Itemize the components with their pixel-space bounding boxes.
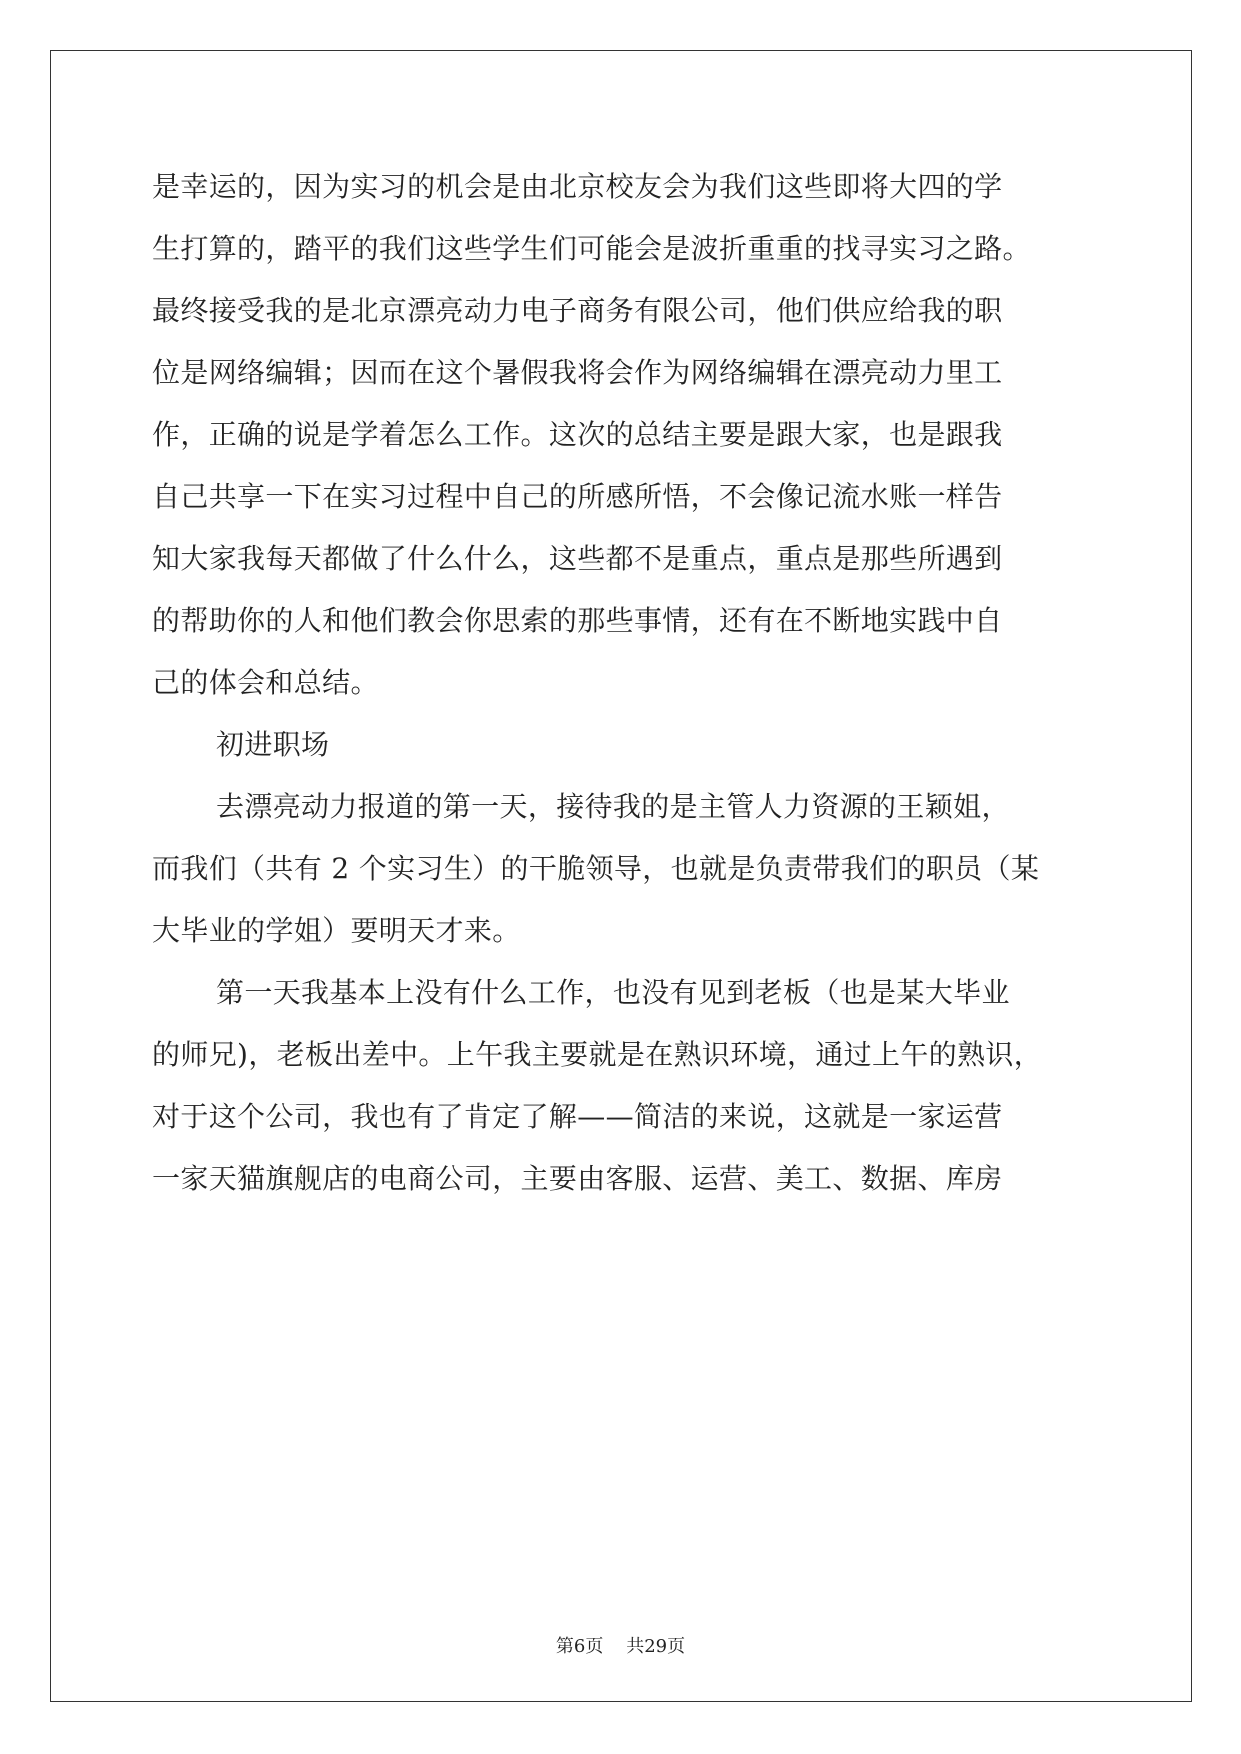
- text-line: 己的体会和总结。: [152, 666, 379, 699]
- text-line: 的师兄)，老板出差中。上午我主要就是在熟识环境，通过上午的熟识，: [152, 1038, 1043, 1071]
- paragraph-start-line: 第一天我基本上没有什么工作，也没有见到老板（也是某大毕业: [216, 976, 1010, 1009]
- page-footer: [0, 1632, 1241, 1658]
- section-heading: 初进职场: [216, 728, 330, 761]
- text-line: 知大家我每天都做了什么什么，这些都不是重点，重点是那些所遇到: [152, 542, 1003, 575]
- text-line: 对于这个公司，我也有了肯定了解——简洁的来说，这就是一家运营: [152, 1100, 1003, 1133]
- text-line: 而我们（共有 2 个实习生）的干脆领导，也就是负责带我们的职员（某: [152, 852, 1040, 885]
- text-line: 大毕业的学姐）要明天才来。: [152, 914, 521, 947]
- paragraph-start-line: 去漂亮动力报道的第一天，接待我的是主管人力资源的王颖姐，: [216, 790, 1010, 823]
- document-body: [152, 168, 1097, 1222]
- page-number: 6: [573, 1636, 586, 1657]
- text-line: 一家天猫旗舰店的电商公司，主要由客服、运营、美工、数据、库房: [152, 1162, 1003, 1195]
- text-line: 的帮助你的人和他们教会你思索的那些事情，还有在不断地实践中自: [152, 604, 1003, 637]
- text-line: 生打算的，踏平的我们这些学生们可能会是波折重重的找寻实习之路。: [152, 232, 1031, 265]
- text-line: 作，正确的说是学着怎么工作。这次的总结主要是跟大家，也是跟我: [152, 418, 1003, 451]
- total-prefix: 共: [626, 1636, 645, 1657]
- text-line: 位是网络编辑；因而在这个暑假我将会作为网络编辑在漂亮动力里工: [152, 356, 1003, 389]
- text-line: 自己共享一下在实习过程中自己的所感所悟，不会像记流水账一样告: [152, 480, 1003, 513]
- total-suffix: 页: [667, 1636, 686, 1657]
- total-pages: 29: [644, 1636, 668, 1657]
- page-prefix: 第: [555, 1636, 574, 1657]
- text-line: 是幸运的，因为实习的机会是由北京校友会为我们这些即将大四的学: [152, 170, 1003, 203]
- page-suffix: 页: [585, 1636, 604, 1657]
- text-line: 最终接受我的是北京漂亮动力电子商务有限公司，他们供应给我的职: [152, 294, 1003, 327]
